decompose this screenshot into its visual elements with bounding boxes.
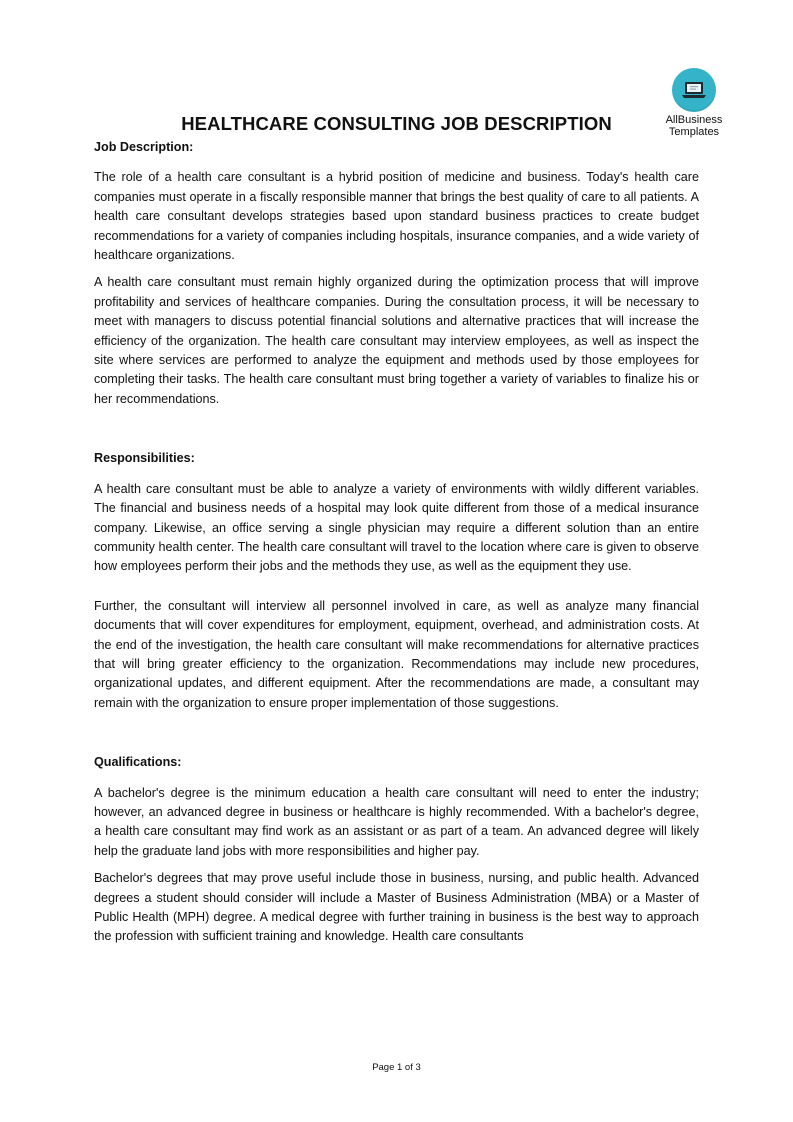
responsibilities-heading: Responsibilities:: [94, 451, 195, 466]
qualifications-paragraph-1: A bachelor's degree is the minimum education a health care consultant will need to enter the industry; however, an advanced degree in business or healthcare is highly recommended. With a bachelor's degree, a health care consultant may find work as an assistant or as part of a team. An advanced degree will likely help the graduate land jobs with more responsibilities and higher pay.: [94, 785, 699, 858]
qualifications-paragraph-2: Bachelor's degrees that may prove useful include those in business, nursing, and public health. Advanced degrees a student should consider will include a Master of Business Administration (MBA) or a Master of Public Health (MPH) degree. A medical degree with further training in business is the best way to approach the profession with sufficient training and knowledge. Health care consultants: [94, 871, 699, 944]
responsibilities-paragraph-2: Further, the consultant will interview all personnel involved in care, as well as analyze many financial documents that will cover expenditures for employment, equipment, overhead, and administration costs. At the end of the investigation, the health care consultant will make recommendations for alternative practices that will bring greater efficiency to the organization. Recommendations may include new procedures, organizational updates, and different equipment. After the recommendations are made, a consultant may remain with the organization to ensure proper implementation of those suggestions.: [94, 598, 699, 710]
logo-text-line1: AllBusiness: [665, 114, 723, 126]
document-title: HEALTHCARE CONSULTING JOB DESCRIPTION: [181, 113, 612, 134]
qualifications-heading: Qualifications:: [94, 755, 182, 770]
logo-text-line2: Templates: [668, 126, 720, 138]
page-number: Page 1 of 3: [372, 1062, 421, 1073]
job-description-paragraph-2: A health care consultant must remain highly organized during the optimization process that will improve profitability and services of healthcare companies. During the consultation process, it will be necessary to meet with managers to discuss potential financial solutions and alternative practices that will increase the efficiency of the organization. The health care consultant may interview employees, as well as inspect the site where services are performed to analyze the equipment and methods used by those employees for completing their tasks. The health care consultant must bring together a variety of variables to finalize his or her recommendations.: [94, 275, 699, 406]
job-description-heading: Job Description:: [94, 140, 194, 154]
document-body: [94, 138, 699, 947]
job-description-paragraph-1: The role of a health care consultant is a hybrid position of medicine and business. Today's health care companies must operate in a fiscally responsible manner that brings the best quality of care to all patients. A health care consultant develops strategies based upon standard business practices to create budget recommendations for a variety of companies including hospitals, insurance companies, and a wide variety of healthcare organizations.: [94, 170, 699, 263]
laptop-icon: [672, 68, 716, 112]
responsibilities-paragraph-1: A health care consultant must be able to analyze a variety of environments with wildly different variables. The financial and business needs of a hospital may look quite different from those of a medical insurance company. Likewise, an office serving a single physician may require a different solution than an entire community health center. The health care consultant will travel to the location where care is given to observe how employees perform their jobs and the methods they use, as well as the equipment they use.: [94, 481, 699, 574]
